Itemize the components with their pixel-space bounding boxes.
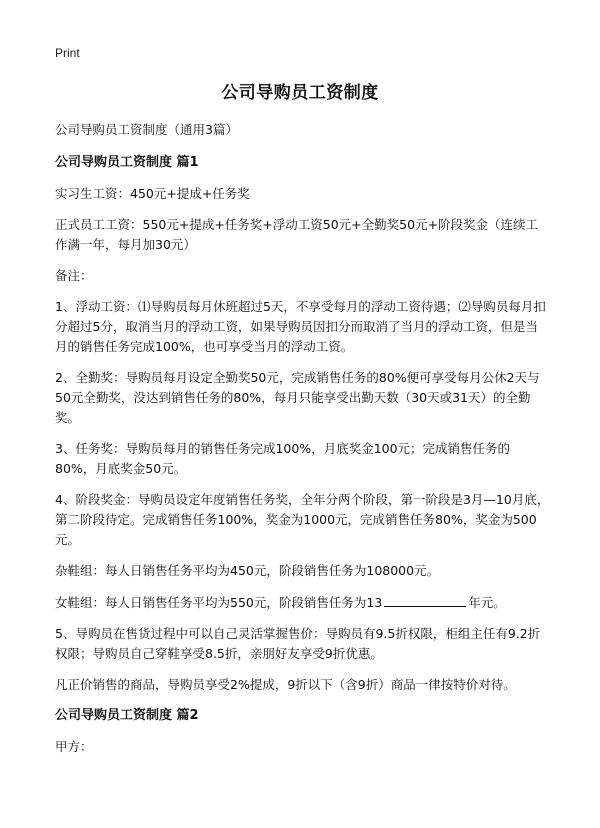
document-subtitle: 公司导购员工资制度（通用3篇） xyxy=(55,122,238,137)
document-title: 公司导购员工资制度 xyxy=(221,83,379,103)
note-4-stage-bonus: 4、阶段奖金：导购员设定年度销售任务奖，全年分两个阶段，第一阶段是3月—10月底，第二阶段待定。完成销售任务100%，奖金为1000元，完成销售任务80%，奖金为500元。 xyxy=(55,492,550,547)
note-3-task-bonus: 3、任务奖：导购员每月的销售任务完成100%，月底奖金100元；完成销售任务的80%，月底奖金50元。 xyxy=(55,441,511,476)
note-5-pricing-authority: 5、导购员在售货过程中可以自己灵活掌握售价：导购员有9.5折权限，柜组主任有9.2折权限；导购员自己穿鞋享受8.5折，亲朋好友享受9折优惠。 xyxy=(55,626,541,661)
print-label[interactable]: Print xyxy=(55,46,80,60)
fill-in-blank xyxy=(384,592,466,607)
section-heading-1: 公司导购员工资制度 篇1 xyxy=(55,155,199,170)
intern-salary-paragraph: 实习生工资：450元+提成+任务奖 xyxy=(55,186,250,201)
misc-shoes-target: 杂鞋组：每人日销售任务平均为450元，阶段销售任务为108000元。 xyxy=(55,563,440,578)
note-2-attendance-bonus: 2、全勤奖：导购员每月设定全勤奖50元，完成销售任务的80%便可享受每月公休2天与50元全勤奖，没达到销售任务的80%，每月只能享受出勤天数（30天或31天）的全勤奖。 xyxy=(55,370,540,425)
womens-shoes-suffix: 年元。 xyxy=(468,595,506,610)
note-1-floating-wage: 1、浮动工资：⑴导购员每月休班超过5天，不享受每月的浮动工资待遇；⑵导购员每月扣分超过5分，取消当月的浮动工资，如果导购员因扣分而取消了当月的浮动工资，但是当月的销售任务完成100%，也可享受当月的浮动工资。 xyxy=(55,299,546,354)
notes-label: 备注： xyxy=(55,268,93,283)
womens-shoes-target xyxy=(55,592,550,613)
party-a-label: 甲方： xyxy=(55,739,93,754)
regular-salary-paragraph: 正式员工工资：550元+提成+任务奖+浮动工资50元+全勤奖50元+阶段奖金（连续工作满一年，每月加30元） xyxy=(55,217,539,252)
document-body xyxy=(55,120,550,768)
full-price-rule: 凡正价销售的商品，导购员享受2%提成，9折以下（含9折）商品一律按特价对待。 xyxy=(55,677,516,692)
womens-shoes-text: 女鞋组：每人日销售任务平均为550元，阶段销售任务为13 xyxy=(55,595,383,610)
section-heading-2: 公司导购员工资制度 篇2 xyxy=(55,708,199,723)
